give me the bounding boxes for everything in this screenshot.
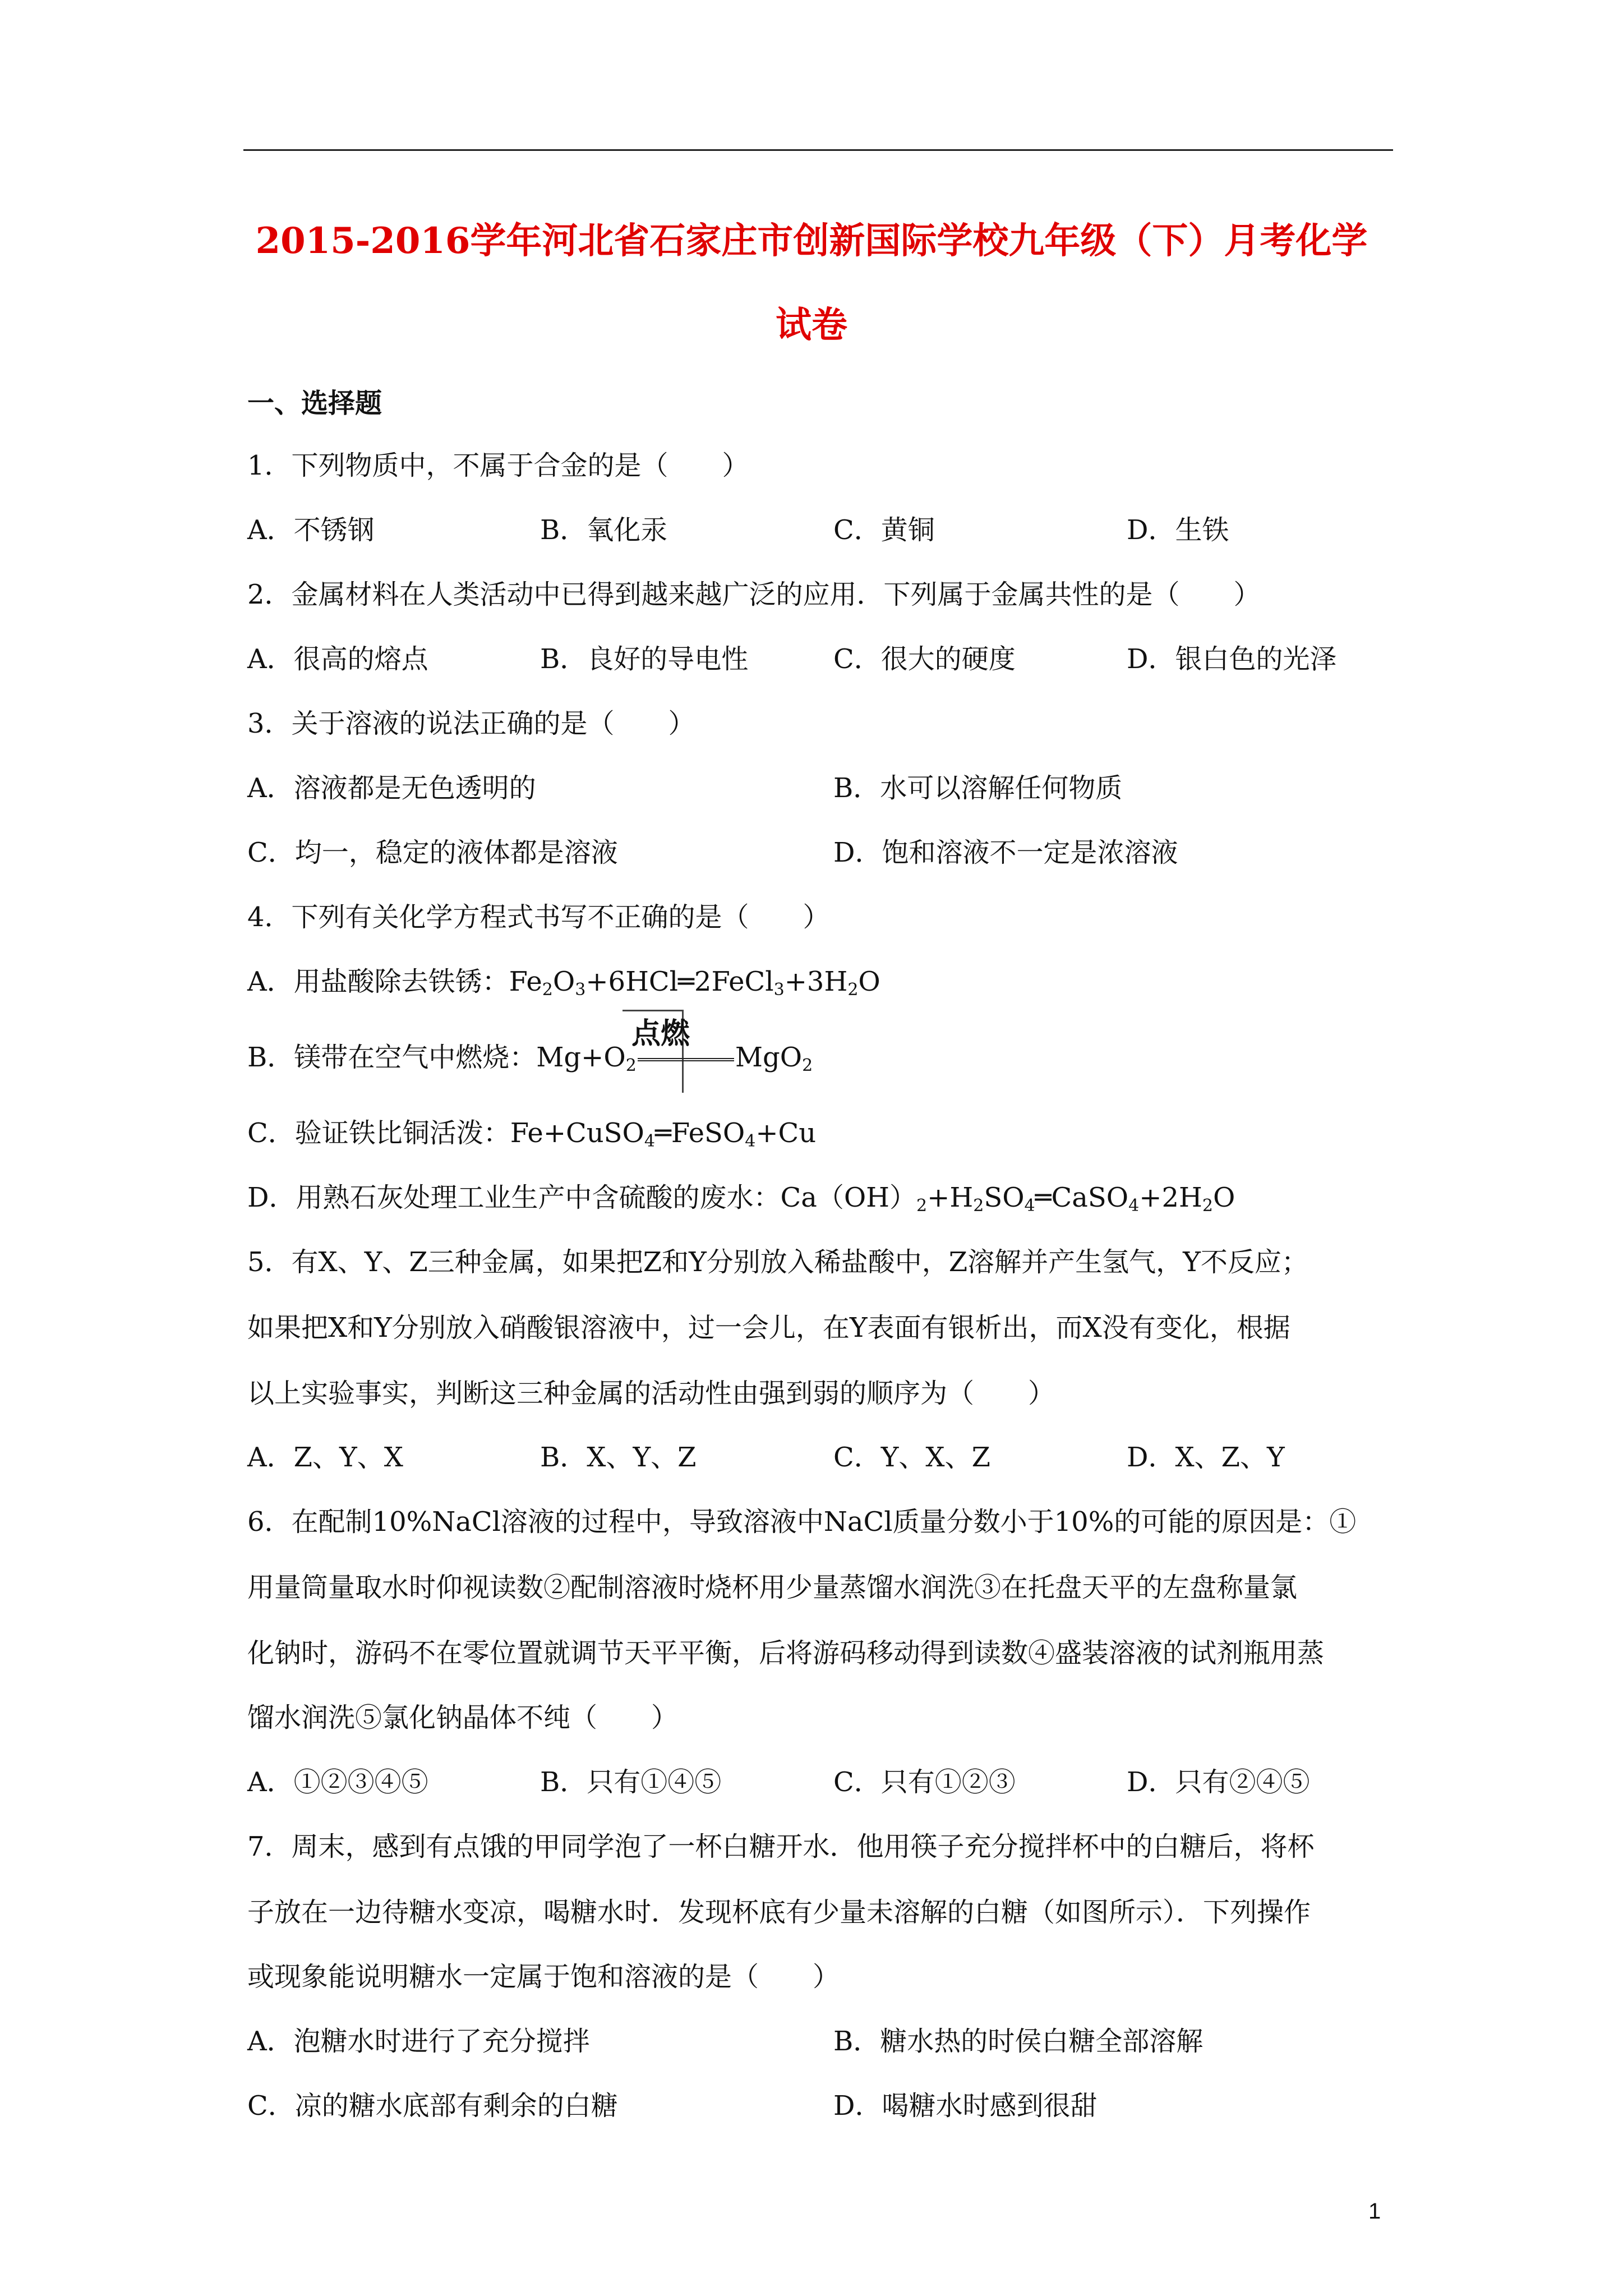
question-2-option-b: B．良好的导电性 [540,643,749,675]
section-heading: 一、选择题 [247,388,382,419]
question-4-option-d: D．用熟石灰处理工业生产中含硫酸的废水：$Ca(OH)_2+H_2SO_4═CaSO_4+2H_2O$ [247,1182,1235,1216]
reaction-condition-label: 点燃 [631,1017,690,1051]
question-6-line-2: 用量筒量取水时仰视读数②配制溶液时烧杯用少量蒸馏水润洗③在托盘天平的左盘称量氯 [247,1572,1298,1603]
question-1-option-a: A．不锈钢 [247,514,375,546]
question-6-line-3: 化钠时，游码不在零位置就调节天平平衡，后将游码移动得到读数④盛装溶液的试剂瓶用蒸 [247,1637,1325,1669]
question-4-option-a: A．用盐酸除去铁锈：$Fe_2O_3+6HCl═2FeCl_3+3H_2O$ [247,966,880,1000]
header-rule [243,149,1393,151]
question-6-line-1: 6．在配制10%NaCl溶液的过程中，导致溶液中NaCl质量分数小于10%的可能的原因是：① [247,1506,1357,1538]
question-5-line-1: 5．有X、Y、Z三种金属，如果把Z和Y分别放入稀盐酸中，Z溶解并产生氢气，Y不反应； [247,1246,1308,1278]
question-7-option-c: C．凉的糖水底部有剩余的白糖 [247,2090,618,2122]
question-7-line-2: 子放在一边待糖水变凉，喝糖水时．发现杯底有少量未溶解的白糖（如图所示）．下列操作 [247,1897,1311,1928]
question-6-option-b: B．只有①④⑤ [540,1766,722,1798]
question-1-option-d: D．生铁 [1127,514,1229,546]
page-title-line-2: 试卷 [776,304,847,346]
question-4-option-b: B．镁带在空气中燃烧：$Mg+O_2$ MgO$_2$ [247,1042,813,1075]
page-number: 1 [1368,2199,1381,2224]
question-6-option-c: C．只有①②③ [833,1766,1016,1798]
question-5-line-2: 如果把X和Y分别放入硝酸银溶液中，过一会儿，在Y表面有银析出，而X没有变化，根据 [247,1312,1290,1343]
question-5-option-c: C．Y、X、Z [833,1442,990,1473]
question-3-option-c: C．均一，稳定的液体都是溶液 [247,837,618,868]
question-7-option-b: B．糖水热的时侯白糖全部溶解 [833,2026,1204,2057]
question-6-line-4: 馏水润洗⑤氯化钠晶体不纯（ ） [247,1702,679,1733]
question-2-option-a: A．很高的熔点 [247,643,428,675]
question-1-option-c: C．黄铜 [833,514,935,546]
question-4-option-c: C．验证铁比铜活泼：Fe+CuSO$_4$═FeSO$_4$+Cu [247,1117,817,1151]
question-6-option-d: D．只有②④⑤ [1127,1766,1310,1798]
question-1-stem: 1．下列物质中，不属于合金的是（ ） [247,450,749,481]
question-4-stem: 4．下列有关化学方程式书写不正确的是（ ） [247,901,830,933]
question-7-line-3: 或现象能说明糖水一定属于饱和溶液的是（ ） [247,1961,840,1993]
question-5-option-a: A．Z、Y、X [247,1442,403,1473]
question-3-option-b: B．水可以溶解任何物质 [833,772,1123,804]
question-2-option-d: D．银白色的光泽 [1127,643,1337,675]
question-7-option-d: D．喝糖水时感到很甜 [833,2090,1098,2122]
page-title-line-1: 2015-2016学年河北省石家庄市创新国际学校九年级（下）月考化学 [255,220,1368,262]
question-3-option-d: D．饱和溶液不一定是浓溶液 [833,837,1178,868]
question-6-option-a: A．①②③④⑤ [247,1766,428,1798]
question-5-option-d: D．X、Z、Y [1127,1442,1285,1473]
question-3-stem: 3．关于溶液的说法正确的是（ ） [247,708,695,739]
question-1-option-b: B．氧化汞 [540,514,668,546]
question-7-option-a: A．泡糖水时进行了充分搅拌 [247,2026,590,2057]
question-7-line-1: 7．周末，感到有点饿的甲同学泡了一杯白糖开水．他用筷子充分搅拌杯中的白糖后，将杯 [247,1831,1315,1862]
question-5-option-b: B．X、Y、Z [540,1442,697,1473]
question-5-line-3: 以上实验事实，判断这三种金属的活动性由强到弱的顺序为（ ） [247,1378,1055,1409]
question-2-option-c: C．很大的硬度 [833,643,1016,675]
question-2-stem: 2．金属材料在人类活动中已得到越来越广泛的应用．下列属于金属共性的是（ ） [247,579,1261,610]
equation-arrow [638,1058,734,1061]
question-3-option-a: A．溶液都是无色透明的 [247,772,536,804]
